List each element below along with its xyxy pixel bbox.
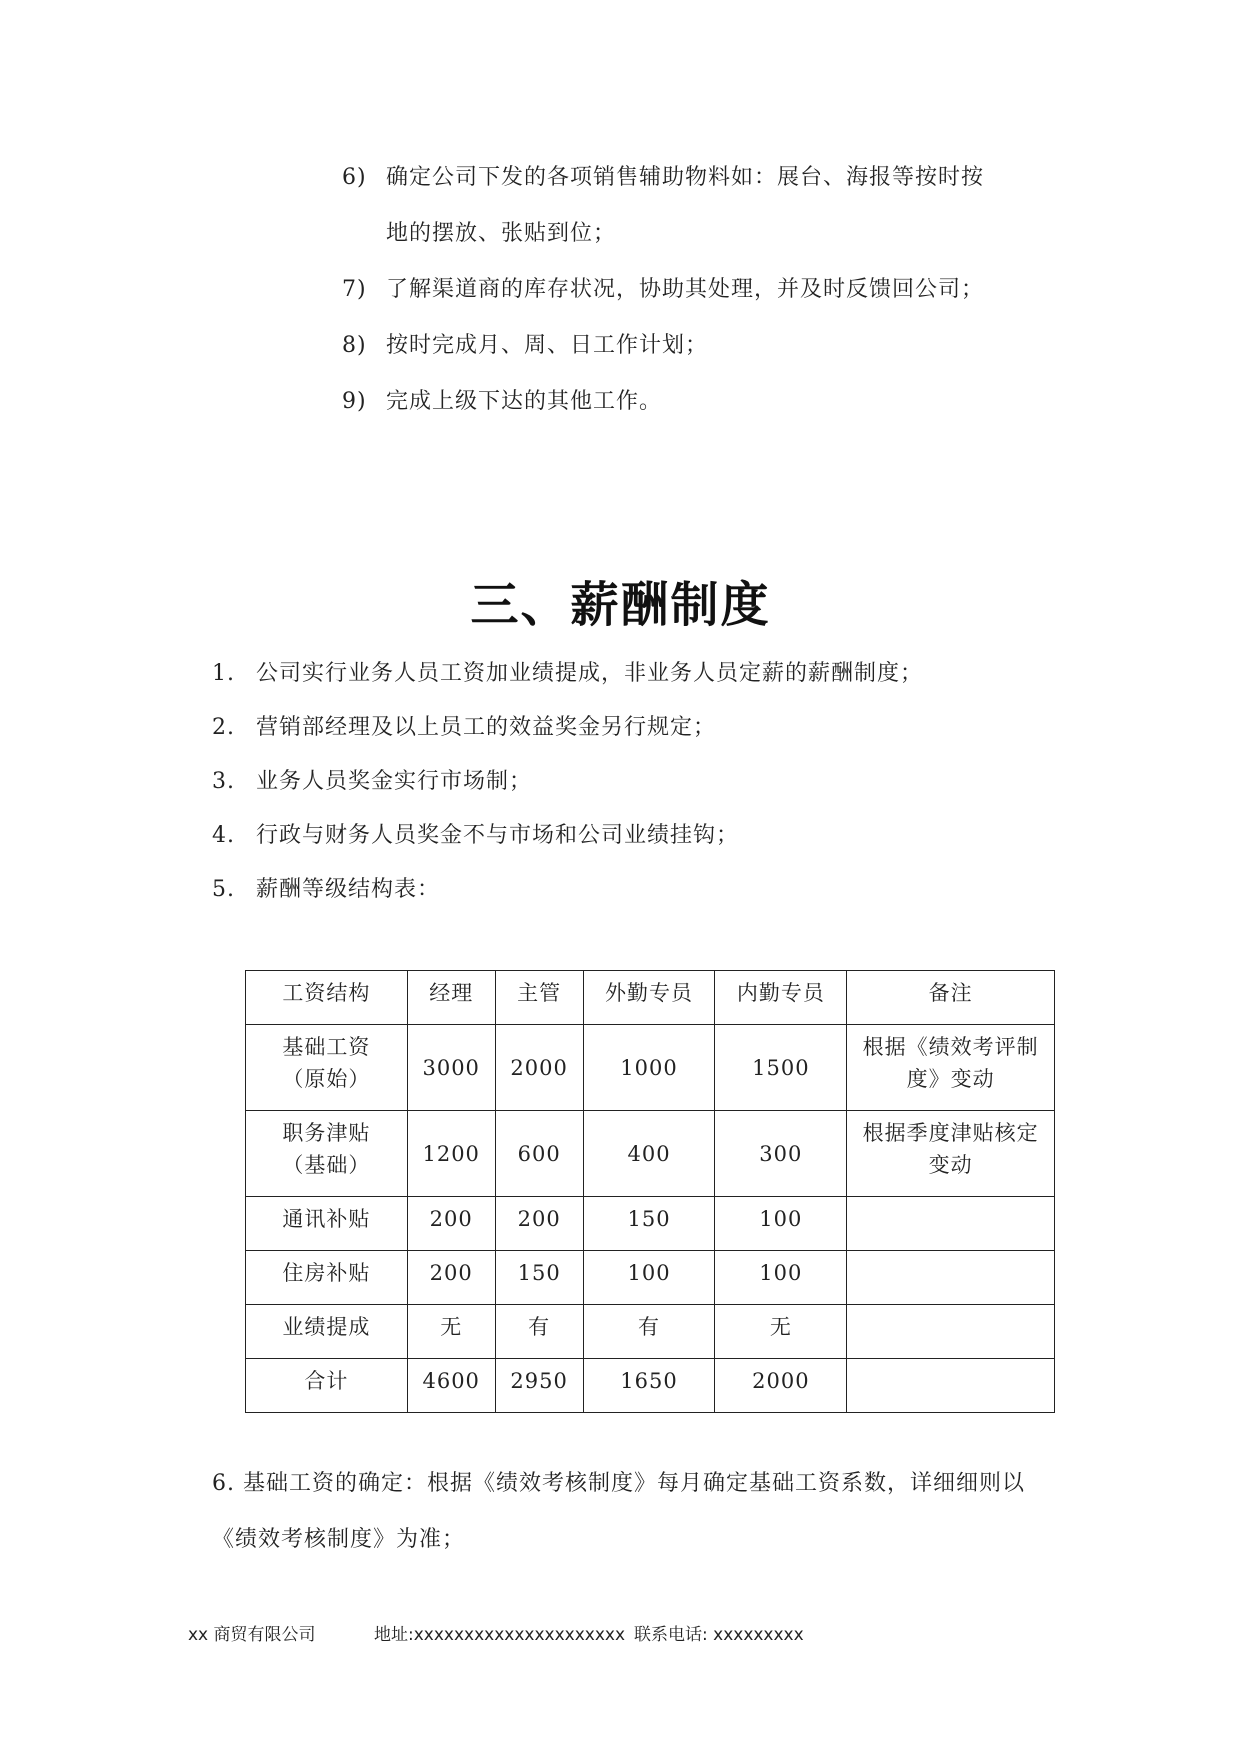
note-cell (847, 1197, 1055, 1251)
table-cell: 3000 (407, 1025, 495, 1111)
table-cell: 300 (715, 1111, 847, 1197)
row-label (246, 1111, 408, 1197)
table-cell: 2000 (715, 1359, 847, 1413)
duty-item-6-continued (342, 206, 616, 262)
duty-item-9 (342, 374, 662, 430)
page-footer (188, 1620, 804, 1645)
table-cell: 无 (407, 1305, 495, 1359)
row-label-line: （原始） (282, 1067, 371, 1091)
row-label-line: 职务津贴 (282, 1121, 371, 1145)
table-cell: 100 (715, 1197, 847, 1251)
table-cell: 1200 (407, 1111, 495, 1197)
table-row (246, 1305, 1055, 1359)
row-label-line: 基础工资 (282, 1035, 371, 1059)
salary-structure-table (245, 970, 1055, 1413)
policy-item-3 (212, 754, 532, 810)
duty-number: 8) (342, 333, 367, 358)
note-cell (847, 1251, 1055, 1305)
table-total-row (246, 1359, 1055, 1413)
duty-text: 地的摆放、张贴到位； (386, 221, 617, 246)
policy-text: 业务人员奖金实行市场制； (256, 769, 533, 794)
policy-text: 行政与财务人员奖金不与市场和公司业绩挂钩； (256, 823, 740, 848)
policy-item-4 (212, 808, 739, 864)
policy-item-2 (212, 700, 716, 756)
table-row (246, 1197, 1055, 1251)
row-label (246, 1025, 408, 1111)
duty-number: 6) (342, 165, 367, 190)
table-cell: 有 (583, 1305, 715, 1359)
footer-company: xx 商贸有限公司 (188, 1625, 316, 1645)
table-cell: 有 (495, 1305, 583, 1359)
section-title: 三、薪酬制度 (470, 577, 771, 633)
duty-text: 按时完成月、周、日工作计划； (386, 333, 709, 358)
table-header-cell: 备注 (847, 971, 1055, 1025)
row-label: 合计 (246, 1359, 408, 1413)
table-cell: 600 (495, 1111, 583, 1197)
table-cell: 200 (407, 1197, 495, 1251)
policy-text: 薪酬等级结构表： (256, 877, 441, 902)
table-header-cell: 工资结构 (246, 971, 408, 1025)
base-salary-paragraph: 6. 基础工资的确定：根据《绩效考核制度》每月确定基础工资系数，详细细则以《绩效考核制度》为准； (212, 1471, 1025, 1552)
note-cell: 根据季度津贴核定变动 (847, 1111, 1055, 1197)
table-header-row (246, 971, 1055, 1025)
policy-item-5 (212, 862, 440, 918)
note-cell (847, 1359, 1055, 1413)
table-cell: 1000 (583, 1025, 715, 1111)
table-cell: 200 (495, 1197, 583, 1251)
table-header-cell: 内勤专员 (715, 971, 847, 1025)
footer-phone: 联系电话: xxxxxxxxx (634, 1625, 804, 1645)
duty-text: 确定公司下发的各项销售辅助物料如：展台、海报等按时按 (386, 165, 985, 190)
table-row (246, 1111, 1055, 1197)
duty-text: 了解渠道商的库存状况，协助其处理，并及时反馈回公司； (386, 277, 985, 302)
table-cell: 1500 (715, 1025, 847, 1111)
table-cell: 100 (583, 1251, 715, 1305)
row-label: 住房补贴 (246, 1251, 408, 1305)
duty-item-7 (342, 262, 984, 318)
table-cell: 200 (407, 1251, 495, 1305)
policy-number: 2. (212, 715, 235, 740)
table-cell: 1650 (583, 1359, 715, 1413)
duty-number: 7) (342, 277, 367, 302)
table-cell: 无 (715, 1305, 847, 1359)
table-header-cell: 主管 (495, 971, 583, 1025)
policy-number: 1. (212, 661, 235, 686)
table-cell: 4600 (407, 1359, 495, 1413)
note-cell (847, 1305, 1055, 1359)
policy-number: 4. (212, 823, 235, 848)
table-header-cell: 经理 (407, 971, 495, 1025)
duty-item-8 (342, 318, 708, 374)
policy-text: 公司实行业务人员工资加业绩提成，非业务人员定薪的薪酬制度； (256, 661, 924, 686)
table-cell: 2000 (495, 1025, 583, 1111)
table-header-cell: 外勤专员 (583, 971, 715, 1025)
policy-item-1 (212, 646, 923, 702)
table-cell: 400 (583, 1111, 715, 1197)
table-cell: 150 (495, 1251, 583, 1305)
table-cell: 2950 (495, 1359, 583, 1413)
table-row (246, 1025, 1055, 1111)
policy-number: 3. (212, 769, 235, 794)
note-cell: 根据《绩效考评制度》变动 (847, 1025, 1055, 1111)
row-label-line: （基础） (282, 1153, 371, 1177)
footer-address: 地址:xxxxxxxxxxxxxxxxxxxxx (374, 1625, 625, 1645)
policy-number: 5. (212, 877, 235, 902)
table-row (246, 1251, 1055, 1305)
row-label: 通讯补贴 (246, 1197, 408, 1251)
duty-number: 9) (342, 389, 367, 414)
duty-text: 完成上级下达的其他工作。 (386, 389, 663, 414)
row-label: 业绩提成 (246, 1305, 408, 1359)
policy-text: 营销部经理及以上员工的效益奖金另行规定； (256, 715, 717, 740)
table-cell: 150 (583, 1197, 715, 1251)
duty-item-6 (342, 150, 984, 206)
table-cell: 100 (715, 1251, 847, 1305)
